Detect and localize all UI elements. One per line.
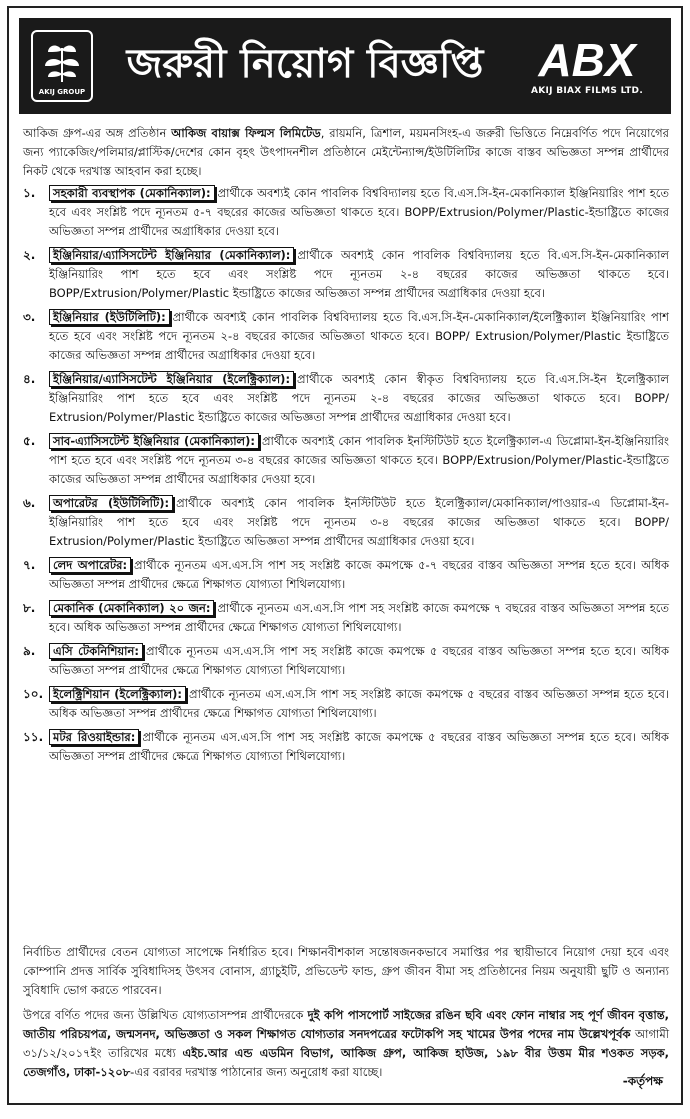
job-number: ১১. xyxy=(23,730,44,744)
job-description: প্রার্থীকে অবশ্যই কোন পাবলিক বিশ্ববিদ্যালয় হতে বি.এস.সি-ইন-মেকানিক্যাল/ইলেক্ট্রিক্যাল ইঞ্জিনিয়ারিং পাশ হতে হবে এবং সংশ্লিষ্ট পদে ন্যূনতম ২-৪ বছরের কাজের অভিজ্ঞতা থাকতে হবে। BOPP/ Extrusion/Polymer/Plastic ইন্ডাষ্ট্রিতে কাজের অভিজ্ঞতা সম্পন্ন প্রার্থীদের অগ্রাধিকার দেওয়া হবে। xyxy=(49,310,669,362)
notice-title: জরুরী নিয়োগ বিজ্ঞপ্তি xyxy=(126,41,484,87)
job-item xyxy=(23,728,669,766)
brand-mark: ABX xyxy=(538,34,636,84)
job-description: প্রার্থীকে অবশ্যই কোন পাবলিক বিশ্ববিদ্যালয় হতে বি.এস.সি-ইন-মেকানিক্যাল ইঞ্জিনিয়ারিং পাশ হতে হবে এবং সংশ্লিষ্ট পদে ন্যূনতম ২-৪ বছরের কাজের অভিজ্ঞতা থাকতে হবে। BOPP/Extrusion/Polymer/Plastic ইন্ডাষ্ট্রিতে কাজের অভিজ্ঞতা সম্পন্ন প্রার্থীদের অগ্রাধিকার দেওয়া হবে। xyxy=(49,248,669,300)
job-description: প্রার্থীকে ন্যূনতম এস.এস.সি পাশ সহ সংশ্লিষ্ট কাজে কমপক্ষে ৫ বছরের বাস্তব অভিজ্ঞতা সম্পন্ন হতে হবে। অধিক অভিজ্ঞতা সম্পন্ন প্রার্থীদের ক্ষেত্রে শিক্ষাগত যোগ্যতা শিথিলযোগ্য। xyxy=(49,687,669,720)
job-description: প্রার্থীকে অবশ্যই কোন স্বীকৃত বিশ্ববিদ্যালয় হতে বি.এস.সি-ইন ইলেক্ট্রিক্যাল ইঞ্জিনিয়ারিং পাশ হতে হবে এবং সংশ্লিষ্ট পদে ন্যূনতম ২-৪ বছরের কাজের অভিজ্ঞতা থাকতে হবে। BOPP/ Extrusion/Polymer/Plastic ইন্ডাষ্ট্রিতে কাজের অভিজ্ঞতা সম্পন্ন প্রার্থীদের অগ্রাধিকার দেওয়া হবে। xyxy=(49,372,669,424)
job-list xyxy=(23,184,669,771)
intro-paragraph xyxy=(23,124,669,181)
job-description: প্রার্থীকে অবশ্যই কোন পাবলিক ইনস্টিটিউট হতে ইলেক্ট্রিক্যাল/মেকানিক্যাল/পাওয়ার-এ ডিপ্লোমা-ইন-ইঞ্জিনিয়ারিং পাশ হতে হবে এবং সংশ্লিষ্ট পদে ন্যূনতম ৩-৪ বছরের কাজের অভিজ্ঞতা থাকতে হবে। BOPP/ Extrusion/Polymer/Plastic ইন্ডাষ্ট্রিতে অভিজ্ঞতা সম্পন্ন প্রার্থীদের অগ্রাধিকার দেওয়া হবে। xyxy=(49,496,669,548)
job-number: ৬. xyxy=(23,496,36,510)
job-number: ৯. xyxy=(23,644,36,658)
job-item xyxy=(23,308,669,365)
job-item xyxy=(23,370,669,427)
job-title: সাব-এ্যাসিসটেন্ট ইঞ্জিনিয়ার (মেকানিক্যাল): xyxy=(49,433,259,449)
job-description: প্রার্থীকে ন্যূনতম এস.এস.সি পাশ সহ সংশ্লিষ্ট কাজে কমপক্ষে ৭ বছরের বাস্তব অভিজ্ঞতা সম্পন্ন হতে হবে। অধিক অভিজ্ঞতা সম্পন্ন প্রার্থীদের ক্ষেত্রে শিক্ষাগত যোগ্যতা শিথিলযোগ্য। xyxy=(49,601,669,634)
notice-footer xyxy=(23,943,669,1088)
job-number: ৮. xyxy=(23,601,36,615)
job-number: ৪. xyxy=(23,372,36,386)
apply-address: এইচ.আর এন্ড এডমিন বিভাগ, আকিজ গ্রুপ, আকিজ হাউজ, ১৯৮ বীর উত্তম মীর শওকত সড়ক, তেজগাঁও, ঢাকা-১২০৮ xyxy=(23,1046,669,1079)
apply-deadline: আগামী ৩১/১২/২০১৭ইং তারিখের মধ্যে xyxy=(23,1027,669,1060)
job-title: ইলেক্ট্রিশিয়ান (ইলেক্ট্রিক্যাল): xyxy=(49,686,186,702)
job-description: প্রার্থীকে অবশ্যই কোন পাবলিক বিশ্ববিদ্যালয় হতে বি.এস.সি-ইন-মেকানিক্যাল ইঞ্জিনিয়ারিং পাশ হতে হবে এবং সংশ্লিষ্ট পদে ন্যূনতম ৫-৭ বছরের কাজের অভিজ্ঞতা থাকতে হবে। BOPP/Extrusion/Polymer/Plastic-ইন্ডাষ্ট্রিতে কাজের অভিজ্ঞতা সম্পন্ন প্রার্থীদের অগ্রাধিকার দেওয়া হবে। xyxy=(49,186,669,238)
job-title: ইঞ্জিনিয়ার (ইউটিলিটি): xyxy=(49,309,170,325)
application-paragraph xyxy=(23,1006,669,1082)
job-item xyxy=(23,685,669,723)
intro-company: আকিজ বায়াক্স ফিল্মস লিমিটেড xyxy=(171,126,321,140)
notice-header xyxy=(19,18,671,114)
job-title: ইঞ্জিনিয়ার/এ্যাসিসটেন্ট ইঞ্জিনিয়ার (মেকানিক্যাল): xyxy=(49,247,294,263)
logo-label: AKIJ GROUP xyxy=(38,88,86,96)
signature: -কর্তৃপক্ষ xyxy=(622,1074,663,1088)
job-description: প্রার্থীকে ন্যূনতম এস.এস.সি পাশ সহ সংশ্লিষ্ট কাজে কমপক্ষে ৫-৭ বছরের বাস্তব অভিজ্ঞতা সম্পন্ন হতে হবে। অধিক অভিজ্ঞতা সম্পন্ন প্রার্থীদের ক্ষেত্রে শিক্ষাগত যোগ্যতা শিথিলযোগ্য। xyxy=(49,558,669,591)
job-item xyxy=(23,556,669,594)
job-number: ২. xyxy=(23,248,36,262)
job-title: লেদ অপারেটর: xyxy=(49,557,131,573)
job-title: মেকানিক (মেকানিক্যাল) ২০ জন: xyxy=(49,600,214,616)
job-description: প্রার্থীকে অবশ্যই কোন পাবলিক ইনস্টিটিউট হতে ইলেক্ট্রিক্যাল-এ ডিপ্লোমা-ইন-ইঞ্জিনিয়ারিং পাশ হতে হবে এবং সংশ্লিষ্ট পদে ন্যূনতম ৩-৪ বছরের কাজের অভিজ্ঞতা থাকতে হবে। BOPP/Extrusion/Polymer/Plastic-ইন্ডাষ্ট্রিতে কাজের অভিজ্ঞতা সম্পন্ন প্রার্থীদের অগ্রাধিকার দেওয়া হবে। xyxy=(49,434,669,486)
abx-brand-logo xyxy=(517,34,657,104)
job-item xyxy=(23,184,669,241)
job-title: সহকারী ব্যবস্থাপক (মেকানিক্যাল): xyxy=(49,185,215,201)
job-item xyxy=(23,432,669,489)
job-item xyxy=(23,599,669,637)
intro-part2: , রায়মনি, ত্রিশাল, ময়মনসিংহ-এ জরুরী ভিত্তিতে নিম্নেবর্ণিত পদে নিয়োগের জন্য প্যাকেজিং/পলিমার/প্লাস্টিক/দেশের কোন বৃহৎ উৎপাদনশীল প্রতিষ্ঠানে মেইন্টেন্যান্স/ইউটিলিটির কাজে বাস্তব অভিজ্ঞতা সম্পন্ন প্রার্থীদের নিকট থেকে দরখাস্ত আহবান করা হচ্ছে। xyxy=(23,126,669,178)
job-number: ৩. xyxy=(23,310,36,324)
job-title: এসি টেকনিশিয়ান: xyxy=(49,643,143,659)
intro-part1: আকিজ গ্রুপ-এর অঙ্গ প্রতিষ্ঠান xyxy=(23,126,172,140)
abx-logo-icon xyxy=(519,34,655,84)
job-item xyxy=(23,246,669,303)
plant-icon xyxy=(42,38,82,84)
job-number: ১০. xyxy=(23,687,44,701)
job-notice xyxy=(7,6,683,1105)
job-description: প্রার্থীকে ন্যূনতম এস.এস.সি পাশ সহ সংশ্লিষ্ট কাজে কমপক্ষে ৫ বছরের বাস্তব অভিজ্ঞতা সম্পন্ন হতে হবে। অধিক অভিজ্ঞতা সম্পন্ন প্রার্থীদের ক্ষেত্রে শিক্ষাগত যোগ্যতা শিথিলযোগ্য। xyxy=(49,730,669,763)
salary-paragraph: নির্বাচিত প্রার্থীদের বেতন যোগ্যতা সাপেক্ষে নির্ধারিত হবে। শিক্ষানবীশকাল সন্তোষজনকভাবে সমাপ্তির পর স্থায়ীভাবে নিয়োগ দেয়া হবে এবং কোম্পানি প্রদত্ত সার্বিক সুবিধাদিসহ উৎসব বোনাস, গ্র্যাচুইটি, প্রভিডেন্ট ফান্ড, গ্রুপ জীবন বীমা সহ প্রতিষ্ঠানের নিয়ম অনুযায়ী ছুটি ও অন্যান্য সুবিধাদি ভোগ করতে পারবেন। xyxy=(23,945,669,997)
apply-documents: দুই কপি পাসপোর্ট সাইজের রঙিন ছবি এবং ফোন নাম্বার সহ পূর্ণ জীবন বৃত্তান্ত, জাতীয় পরিচয়পত্র, জন্মসনদ, অভিজ্ঞতা ও সকল শিক্ষাগত যোগ্যতার সনদপত্রের ফটোকপি সহ খামের উপর পদের নাম উল্লেখপূর্বক xyxy=(23,1008,670,1041)
job-title: ইঞ্জিনিয়ার/এ্যাসিসটেন্ট ইঞ্জিনিয়ার (ইলেক্ট্রিক্যাল): xyxy=(49,371,294,387)
job-title: মটর রিওয়াইন্ডার: xyxy=(49,729,139,745)
job-description: প্রার্থীকে ন্যূনতম এস.এস.সি পাশ সহ সংশ্লিষ্ট কাজে কমপক্ষে ৫ বছরের বাস্তব অভিজ্ঞতা সম্পন্ন হতে হবে। অধিক অভিজ্ঞতা সম্পন্ন প্রার্থীদের ক্ষেত্রে শিক্ষাগত যোগ্যতা শিথিলযোগ্য। xyxy=(49,644,670,677)
job-item xyxy=(23,494,669,551)
akij-group-logo xyxy=(31,30,93,102)
job-title: অপারেটর (ইউটিলিটি): xyxy=(49,495,173,511)
job-number: ১. xyxy=(23,186,36,200)
apply-text-e: -এর বরাবর দরখাস্ত পাঠানোর জন্য অনুরোধ করা যাচ্ছে। xyxy=(130,1065,383,1079)
job-number: ৫. xyxy=(23,434,36,448)
apply-text-a: উপরে বর্ণিত পদের জন্য উল্লিখিত যোগ্যতাসম্পন্ন প্রার্থীদেরকে xyxy=(23,1008,308,1022)
job-item xyxy=(23,642,669,680)
brand-subtitle: AKIJ BIAX FILMS LTD. xyxy=(530,86,644,96)
job-number: ৭. xyxy=(23,558,36,572)
